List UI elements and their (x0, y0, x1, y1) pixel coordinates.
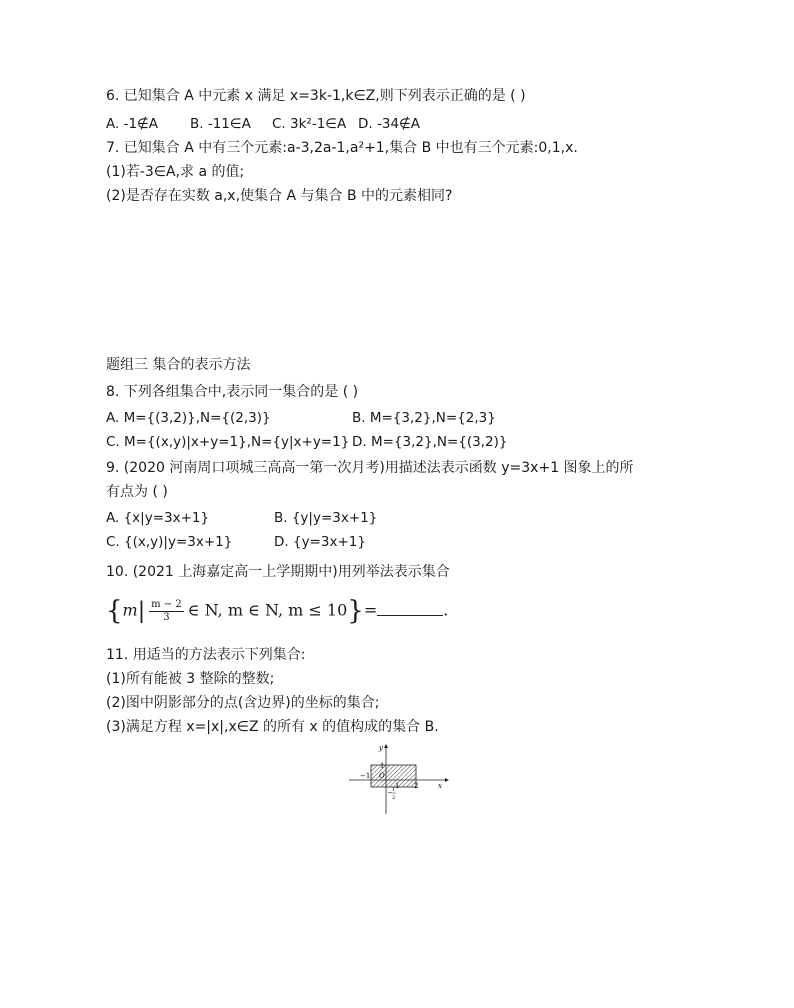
q10-var: m (122, 600, 138, 620)
x-tick-1: 1 (395, 782, 400, 790)
q10-equals: = (363, 600, 378, 620)
q6-option-c: C. 3k²-1∈A (272, 116, 347, 132)
q10-fraction (149, 599, 184, 624)
q9-stem-line1: 9. (2020 河南周口项城三高高一第一次月考)用描述法表示函数 y=3x+1 图象上的所 (106, 460, 634, 476)
q10-frac-num: m − 2 (151, 598, 182, 610)
y-tick-neg-half-sign: − (387, 789, 393, 796)
q8-option-c: C. M={(x,y)|x+y=1},N={y|x+y=1} (106, 434, 350, 450)
q7-sub1: (1)若-3∈A,求 a 的值; (106, 164, 245, 180)
q10-period: . (443, 600, 449, 620)
q11-sub2: (2)图中阴影部分的点(含边界)的坐标的集合; (106, 695, 380, 711)
q9-option-d: D. {y=3x+1} (274, 534, 366, 550)
y-tick-half-den: 2 (392, 795, 396, 801)
q9-option-b: B. {y|y=3x+1} (274, 510, 378, 526)
y-tick-1: 1 (380, 762, 385, 770)
q9-stem-line2: 有点为 ( ) (106, 484, 168, 500)
origin-label: O (379, 772, 385, 780)
y-tick-half-num: 1 (392, 787, 396, 793)
q11-stem: 11. 用适当的方法表示下列集合: (106, 647, 306, 663)
q9-option-c: C. {(x,y)|y=3x+1} (106, 534, 233, 550)
q11-sub1: (1)所有能被 3 整除的整数; (106, 671, 275, 687)
shaded-rectangle (371, 765, 416, 787)
shaded-region-figure (345, 742, 455, 817)
y-axis-label: y (379, 744, 383, 752)
q8-stem: 8. 下列各组集合中,表示同一集合的是 ( ) (106, 384, 359, 400)
q10-frac-den: 3 (163, 611, 170, 623)
q6-stem: 6. 已知集合 A 中元素 x 满足 x=3k-1,k∈Z,则下列表示正确的是 ( ) (106, 88, 526, 104)
section-title: 题组三 集合的表示方法 (106, 357, 251, 373)
q10-answer-blank (377, 601, 443, 616)
x-axis-arrow-icon (445, 778, 449, 782)
q8-option-b: B. M={3,2},N={2,3} (352, 410, 496, 426)
x-tick-2: 2 (414, 782, 419, 790)
q10-set-expression (106, 596, 448, 632)
q7-stem: 7. 已知集合 A 中有三个元素:a-3,2a-1,a²+1,集合 B 中也有三个元素:0,1,x. (106, 140, 578, 156)
q6-option-b: B. -11∈A (190, 116, 251, 132)
q11-sub3: (3)满足方程 x=|x|,x∈Z 的所有 x 的值构成的集合 B. (106, 719, 439, 735)
q10-stem: 10. (2021 上海嘉定高一上学期期中)用列举法表示集合 (106, 564, 450, 580)
x-axis-label: x (438, 782, 442, 790)
q6-option-d: D. -34∉A (358, 116, 421, 132)
q10-brace-open: { (106, 596, 123, 626)
q10-bar: | (137, 598, 146, 624)
q8-option-d: D. M={3,2},N={(3,2)} (352, 434, 508, 450)
q9-option-a: A. {x|y=3x+1} (106, 510, 210, 526)
q7-sub2: (2)是否存在实数 a,x,使集合 A 与集合 B 中的元素相同? (106, 188, 453, 204)
q6-option-a: A. -1∉A (106, 116, 159, 132)
y-axis-arrow-icon (384, 744, 388, 748)
x-tick-neg1: −1 (360, 772, 371, 780)
q8-option-a: A. M={(3,2)},N={(2,3)} (106, 410, 271, 426)
q10-condition: ∈ N, m ∈ N, m ≤ 10 (187, 600, 348, 620)
q10-brace-close: } (347, 596, 364, 626)
